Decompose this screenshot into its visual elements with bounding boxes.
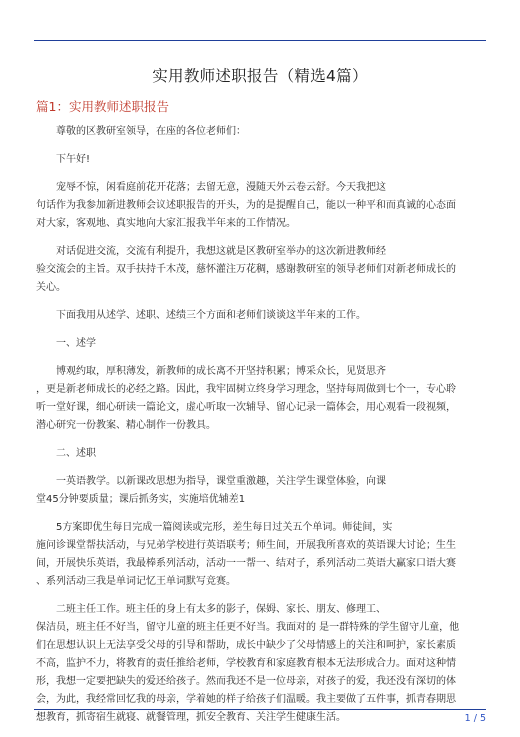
paragraph — [36, 445, 486, 463]
paragraph-line: 保洁员，班主任不好当，留守儿童的班主任更不好当。我面对的 是一群特殊的学生留守儿童，他 — [36, 622, 460, 633]
page-title: 实用教师述职报告（精选4篇） — [152, 67, 368, 85]
paragraph — [36, 151, 486, 169]
section-title: 篇1：实用教师述职报告 — [36, 99, 169, 114]
paragraph-line: 尊敬的区教研室领导，在座的各位老师们： — [56, 126, 246, 137]
paragraph — [36, 335, 486, 353]
paragraph-line: 对话促进交流，交流有利提升，我想这就是区教研室举办的这次新进教师经 — [56, 246, 386, 257]
paragraph-line: 一英语教学。以新课改思想为指导，课堂重激趣，关注学生课堂体验，向课 — [56, 476, 386, 487]
paragraph-line: 一、述学 — [56, 338, 96, 349]
paragraph — [36, 123, 486, 141]
paragraph-line: 宠辱不惊，闲看庭前花开花落；去留无意，漫随天外云卷云舒。今天我把这 — [56, 182, 386, 193]
footer-rule — [34, 709, 486, 710]
paragraph-line: 二班主任工作。班主任的身上有太多的影子，保姆、家长、朋友、修理工、 — [56, 604, 386, 615]
document-body — [36, 123, 486, 737]
paragraph — [36, 179, 486, 233]
paragraph — [36, 519, 486, 591]
paragraph-line: 验交流会的主旨。双手扶持千木茂，慈怀灌注万花稠，感谢教研室的领导老师们对新老师成长的 — [36, 264, 456, 275]
paragraph-line: 博观约取，厚积薄发，新教师的成长离不开坚持积累；博采众长，见贤思齐 — [56, 366, 386, 377]
paragraph-line: 下午好! — [56, 154, 91, 165]
paragraph-line: 间，开展快乐英语，我最棒系列活动，活动一一帮一、结对子，系列活动二英语大赢家口语大赛 — [36, 558, 456, 569]
paragraph-line: 不高，监护不力，将教育的责任推给老师，学校教育和家庭教育根本无法形成合力。面对这种情 — [36, 658, 456, 669]
paragraph-line: 潜心研究一份教案、精心制作一份教具。 — [36, 420, 216, 431]
paragraph-line: 二、述职 — [56, 448, 96, 459]
paragraph-line: 们在思想认识上无法享受父母的引导和帮助，成长中缺少了父母情感上的关注和呵护，家长素质 — [36, 640, 456, 651]
paragraph-line: 听一堂好课，细心研读一篇论文，虚心听取一次辅导、留心记录一篇体会，用心观看一段视频， — [36, 402, 456, 413]
paragraph-line: 5方案即优生每日完成一篇阅读或完形，差生每日过关五个单词。师徒间，实 — [56, 522, 393, 533]
page-number: 1 / 5 — [464, 713, 486, 724]
paragraph-line: 、系列活动三我是单词记忆王单词默写竞赛。 — [36, 576, 236, 587]
paragraph-line: 下面我用从述学、述职、述绩三个方面和老师们谈谈这半年来的工作。 — [56, 310, 366, 321]
paragraph-line: 想教育，抓寄宿生就寝、就餐管理，抓安全教育、关注学生健康生活。 — [36, 712, 346, 723]
paragraph-line: 关心。 — [36, 282, 66, 293]
paragraph-line: 施问诊课堂帮扶活动，与兄弟学校进行英语联考；师生间，开展我所喜欢的英语课大讨论；生生 — [36, 540, 456, 551]
paragraph — [36, 243, 486, 297]
paragraph-line: ，更是新老师成长的必经之路。因此，我牢固树立终身学习理念，坚持每周做到七个一，专心聆 — [36, 384, 456, 395]
paragraph-line: 堂45分钟要质量；课后抓务实，实施培优辅差1 — [36, 494, 246, 505]
paragraph — [36, 307, 486, 325]
paragraph-line: 会，为此，我经常回忆我的母亲，学着她的样子给孩子们温暖。我主要做了五件事，抓青春期思 — [36, 694, 456, 705]
paragraph — [36, 473, 486, 509]
paragraph — [36, 363, 486, 435]
paragraph-line: 对大家，客观地、真实地向大家汇报我半年来的工作情况。 — [36, 218, 296, 229]
paragraph-line: 形，我想一定要把缺失的爱还给孩子。然而我还不是一位母亲，对孩子的爱，我还没有深切的体 — [36, 676, 456, 687]
header-rule — [34, 40, 486, 41]
paragraph-line: 句话作为我参加新进教师会议述职报告的开头，为的是提醒自己，能以一种平和而真诚的心态面 — [36, 200, 456, 211]
